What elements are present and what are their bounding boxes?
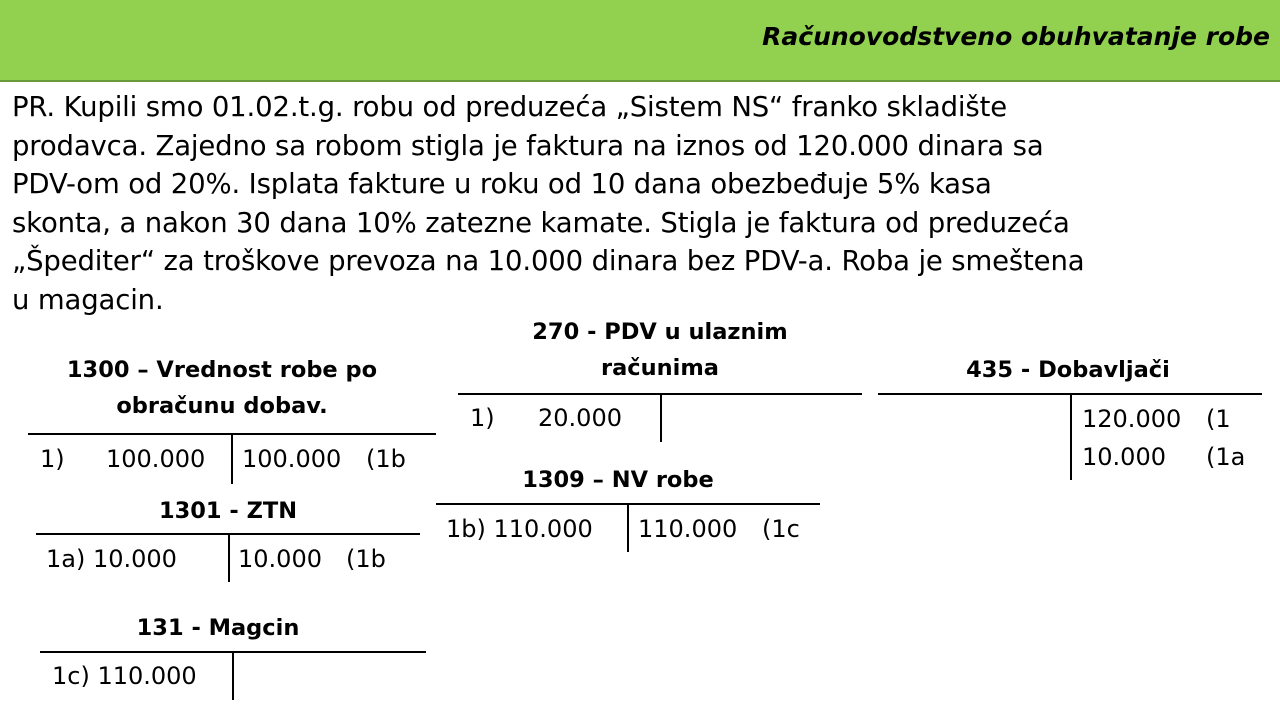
t-account-vertical-line (231, 434, 233, 484)
t-account-vertical-line (232, 652, 234, 700)
t-account-1301 (36, 493, 420, 585)
debit-entry: 1b) 110.000 (446, 515, 593, 543)
t-account-vertical-line (228, 534, 230, 582)
t-account-vertical-line (627, 504, 629, 552)
account-title-line: obračunu dobav. (116, 393, 328, 419)
credit-amount: 100.000 (242, 445, 342, 473)
problem-line: „Špediter“ za troškove prevoza na 10.000 dinara bez PDV-a. Roba je smeštena (12, 245, 1085, 277)
problem-line: u magacin. (12, 283, 164, 316)
account-title: 1301 - ZTN (158, 498, 298, 524)
debit-ref: 1) (40, 445, 65, 473)
account-title-line: 270 - PDV u ulaznim (532, 319, 788, 345)
credit-ref: (1b (346, 545, 386, 573)
t-account-vertical-line (660, 394, 662, 442)
account-title: 435 - Dobavljači (966, 357, 1170, 383)
credit-amount: 120.000 (1082, 405, 1182, 433)
t-account-131 (40, 610, 426, 702)
debit-amount: 100.000 (106, 445, 206, 473)
debit-entry: 1a) 10.000 (46, 545, 177, 573)
problem-line: PR. Kupili smo 01.02.t.g. robu od preduzeća „Sistem NS“ franko skladište (12, 91, 1007, 123)
t-account-270 (458, 314, 862, 444)
problem-line: skonta, a nakon 30 dana 10% zatezne kamate. Stigla je faktura od preduzeća (12, 206, 1070, 239)
problem-text (12, 88, 1274, 319)
debit-amount: 20.000 (538, 404, 622, 432)
t-account-1309 (436, 462, 820, 554)
debit-ref: 1) (470, 404, 495, 432)
account-title-line: računima (601, 355, 719, 381)
credit-ref: (1c (762, 515, 800, 543)
problem-line: prodavca. Zajedno sa robom stigla je faktura na iznos od 120.000 dinara sa (12, 129, 1044, 162)
slide-title: Računovodstveno obuhvatanje robe (762, 22, 1270, 51)
credit-amount: 10.000 (1082, 443, 1166, 471)
slide-header (0, 0, 1280, 82)
t-account-1300 (28, 352, 436, 487)
problem-line: PDV-om od 20%. Isplata fakture u roku od 10 dana obezbeđuje 5% kasa (12, 168, 992, 200)
credit-amount: 10.000 (238, 545, 322, 573)
account-title: 1309 – NV robe (522, 467, 714, 493)
credit-amount: 110.000 (638, 515, 738, 543)
credit-ref: (1b (366, 445, 406, 473)
t-account-435 (878, 352, 1262, 482)
credit-ref: (1a (1206, 443, 1246, 471)
debit-entry: 1c) 110.000 (52, 662, 197, 690)
account-title-line: 1300 – Vrednost robe po (66, 357, 378, 383)
credit-ref: (1 (1206, 405, 1231, 433)
t-account-vertical-line (1070, 394, 1072, 480)
account-title: 131 - Magcin (136, 615, 300, 641)
